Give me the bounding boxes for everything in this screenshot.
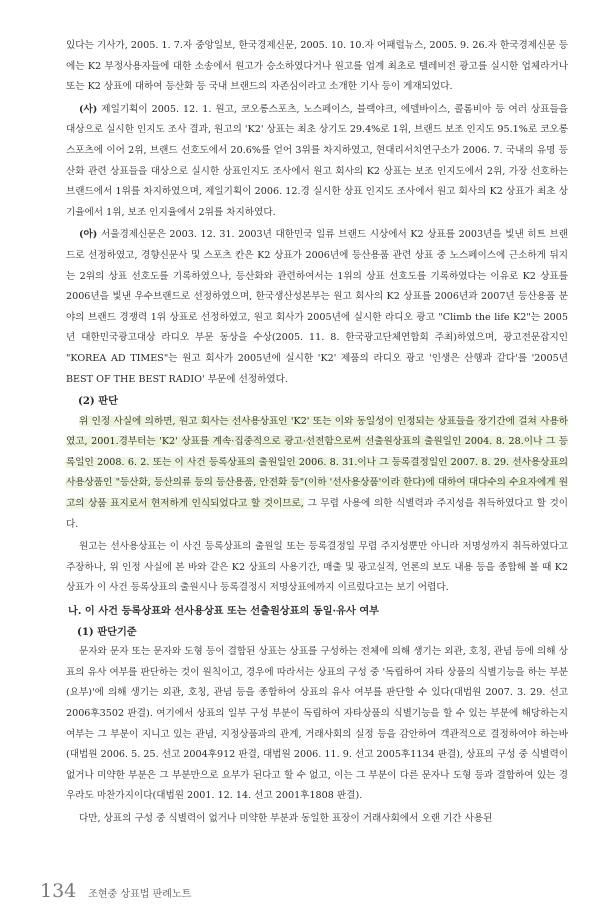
paragraph-sa: [66, 100, 568, 224]
paragraph-continuation: 있다는 기사가, 2005. 1. 7.자 중앙일보, 한국경제신문, 2005. 10. 10.자 어패럴뉴스, 2005. 9. 26.자 한국경제신문 등에는 K2 부정사용자들에 대한 소송에서 원고가 승소하였다거나 원고를 업계 최초로 텔레비전 광고를 실시한 업체라거나 또는 K2 상표에 대하여 등산화 등 국내 브랜드의 자존심이라고 소개한 기사 등이 게재되었다.: [66, 40, 568, 93]
paragraph-a-text: 서울경제신문은 2003. 12. 31. 2003년 대한민국 일류 브랜드 시상에서 K2 상표를 2003년을 빛낸 히트 브랜드로 선정하였고, 경향신문사 및 스포츠 칸은 K2 상표가 2006년에 등산용품 관련 상표 중 노스페이스에 근소하게 뒤지는 2위의 상표 선호도를 기록하였으나, 등산화와 관련하여서는 1위의 상표 선호도를 기록하였다는 이유로 K2 상표를 2006년을 빛낸 우수브랜드로 선정하였으며, 한국생산성본부는 원고 회사의 K2 상표를 2006년과 2007년 등산용품 분야의 브랜드 경쟁력 1위 상표로 선정하였고, 원고 회사가 2005년에 실시한 라디오 광고 "Climb the life K2"는 2005년 대한민국광고대상 라디오 부문 동상을 수상(2005. 11. 8. 한국광고단체연합회 주최)하였으며, 광고전문잡지인 "KOREA AD TIMES"는 원고 회사가 2005년에 실시한 'K2' 제품의 라디오 광고 '인생은 산행과 같다'를 '2005년 BEST OF THE BEST RADIO' 부문에 선정하였다.: [66, 229, 568, 385]
heading-section-na: 나. 이 사건 등록상표와 선사용상표 또는 선출원상표의 동일·유사 여부: [68, 605, 380, 618]
heading-judgment: (2) 판단: [78, 395, 118, 408]
paragraph-judgment: [66, 412, 568, 536]
highlighted-text: 위 인정 사실에 의하면, 원고 회사는 선사용상표인 'K2' 또는 이와 동일성이 인정되는 상표들을 장기간에 걸쳐 사용하였고, 2001.경부터는 'K2' 상표를 계속·집중적으로 광고·선전함으로써 선출원상표의 출원일인 2004. 8. 28.이나 그 등록일인 2008. 6. 2. 또는 이 사건 등록상표의 출원일인 2006. 8. 31.이나 그 등록결정일인 2007. 8. 29. 선사용상표의 사용상품인 "등산화, 등산의류 등의 등산용품, 안전화 등"(이하 '선사용상품'이라 한다)에 대하여 대다수의 수요자에게 원고의 상품 표지로서 현저하게 인식되었다고 할 것이므로,: [66, 415, 568, 510]
paragraph-fame: 원고는 선사용상표는 이 사건 등록상표의 출원일 또는 등록결정일 무렵 주지성뿐만 아니라 저명성까지 취득하였다고 주장하나, 위 인정 사실에 본 바와 같은 K2 상표의 사용기간, 매출 및 광고실적, 언론의 보도 내용 등을 종합해 볼 때 K2 상표가 이 사건 등록상표의 출원시나 등록결정시 저명상표에까지 이르렀다고는 보기 어렵다.: [66, 541, 568, 594]
paragraph-a: [66, 225, 568, 390]
heading-criteria: (1) 판단기준: [77, 625, 137, 638]
page-number: 134: [40, 880, 77, 902]
paragraph-criteria: 문자와 문자 또는 문자와 도형 등이 결합된 상표는 상표를 구성하는 전체에 의해 생기는 외관, 호칭, 관념 등에 의해 상표의 유사 여부를 판단하는 것이 원칙이고, 경우에 따라서는 상표의 구성 중 '독립하여 자타 상품의 식별기능을 하는 부분(요부)'에 의해 생기는 외관, 호칭, 관념 등을 종합하여 상표의 유사 여부를 판단할 수 있다(대법원 2007. 3. 29. 선고 2006후3502 판결). 여기에서 상표의 일부 구성 부분이 독립하여 자타상품의 식별기능을 할 수 있는 부분에 해당하는지 여부는 그 부분이 지니고 있는 관념, 지정상품과의 관계, 거래사회의 실정 등을 감안하여 객관적으로 결정하여야 하는바(대법원 2006. 5. 25. 선고 2004후912 판결, 대법원 2006. 11. 9. 선고 2005후1134 판결), 상표의 구성 중 식별력이 없거나 미약한 부분은 그 부분만으로 요부가 된다고 할 수 없고, 이는 그 부분이 다른 문자나 도형 등과 결합하여 있는 경우라도 마찬가지이다(대법원 2001. 12. 14. 선고 2001후1808 판결).: [66, 646, 568, 802]
page-footer: [40, 880, 191, 902]
paragraph-judgment-tail: 그 무렵 사용에 의한 식별력과 주지성을 취득하였다고 할 것이다.: [66, 498, 568, 530]
body-text: [66, 36, 568, 830]
paragraph-however: 다만, 상표의 구성 중 식별력이 없거나 미약한 부분과 동일한 표장이 거래사회에서 오랜 기간 사용된: [79, 812, 493, 824]
item-marker-sa: (사): [79, 103, 98, 115]
paragraph-sa-text: 제일기획이 2005. 12. 1. 원고, 코오롱스포츠, 노스페이스, 블랙야크, 에델바이스, 콜롬비아 등 여러 상표들을 대상으로 실시한 인지도 조사 결과, 원고의 'K2' 상표는 최초 상기도 29.4%로 1위, 브랜드 보조 인지도 95.1%로 코오롱스포츠에 이어 2위, 브랜드 선호도에서 20.6%를 얻어 3위를 차지하였고, 현대리서치연구소가 2006. 7. 국내의 유명 등산화 관련 상표들을 대상으로 실시한 상표인지도 조사에서 원고 회사의 K2 상표는 보조 인지도에서 2위, 가장 선호하는 브랜드에서 1위를 차지하였으며, 제일기획이 2006. 12.경 실시한 상표 인지도 조사에서 원고 회사의 K2 상표가 최초 상기율에서 1위, 보조 인지율에서 2위를 차지하였다.: [66, 103, 568, 218]
item-marker-a: (아): [79, 229, 98, 241]
book-title: 조현중 상표법 판례노트: [88, 889, 192, 900]
